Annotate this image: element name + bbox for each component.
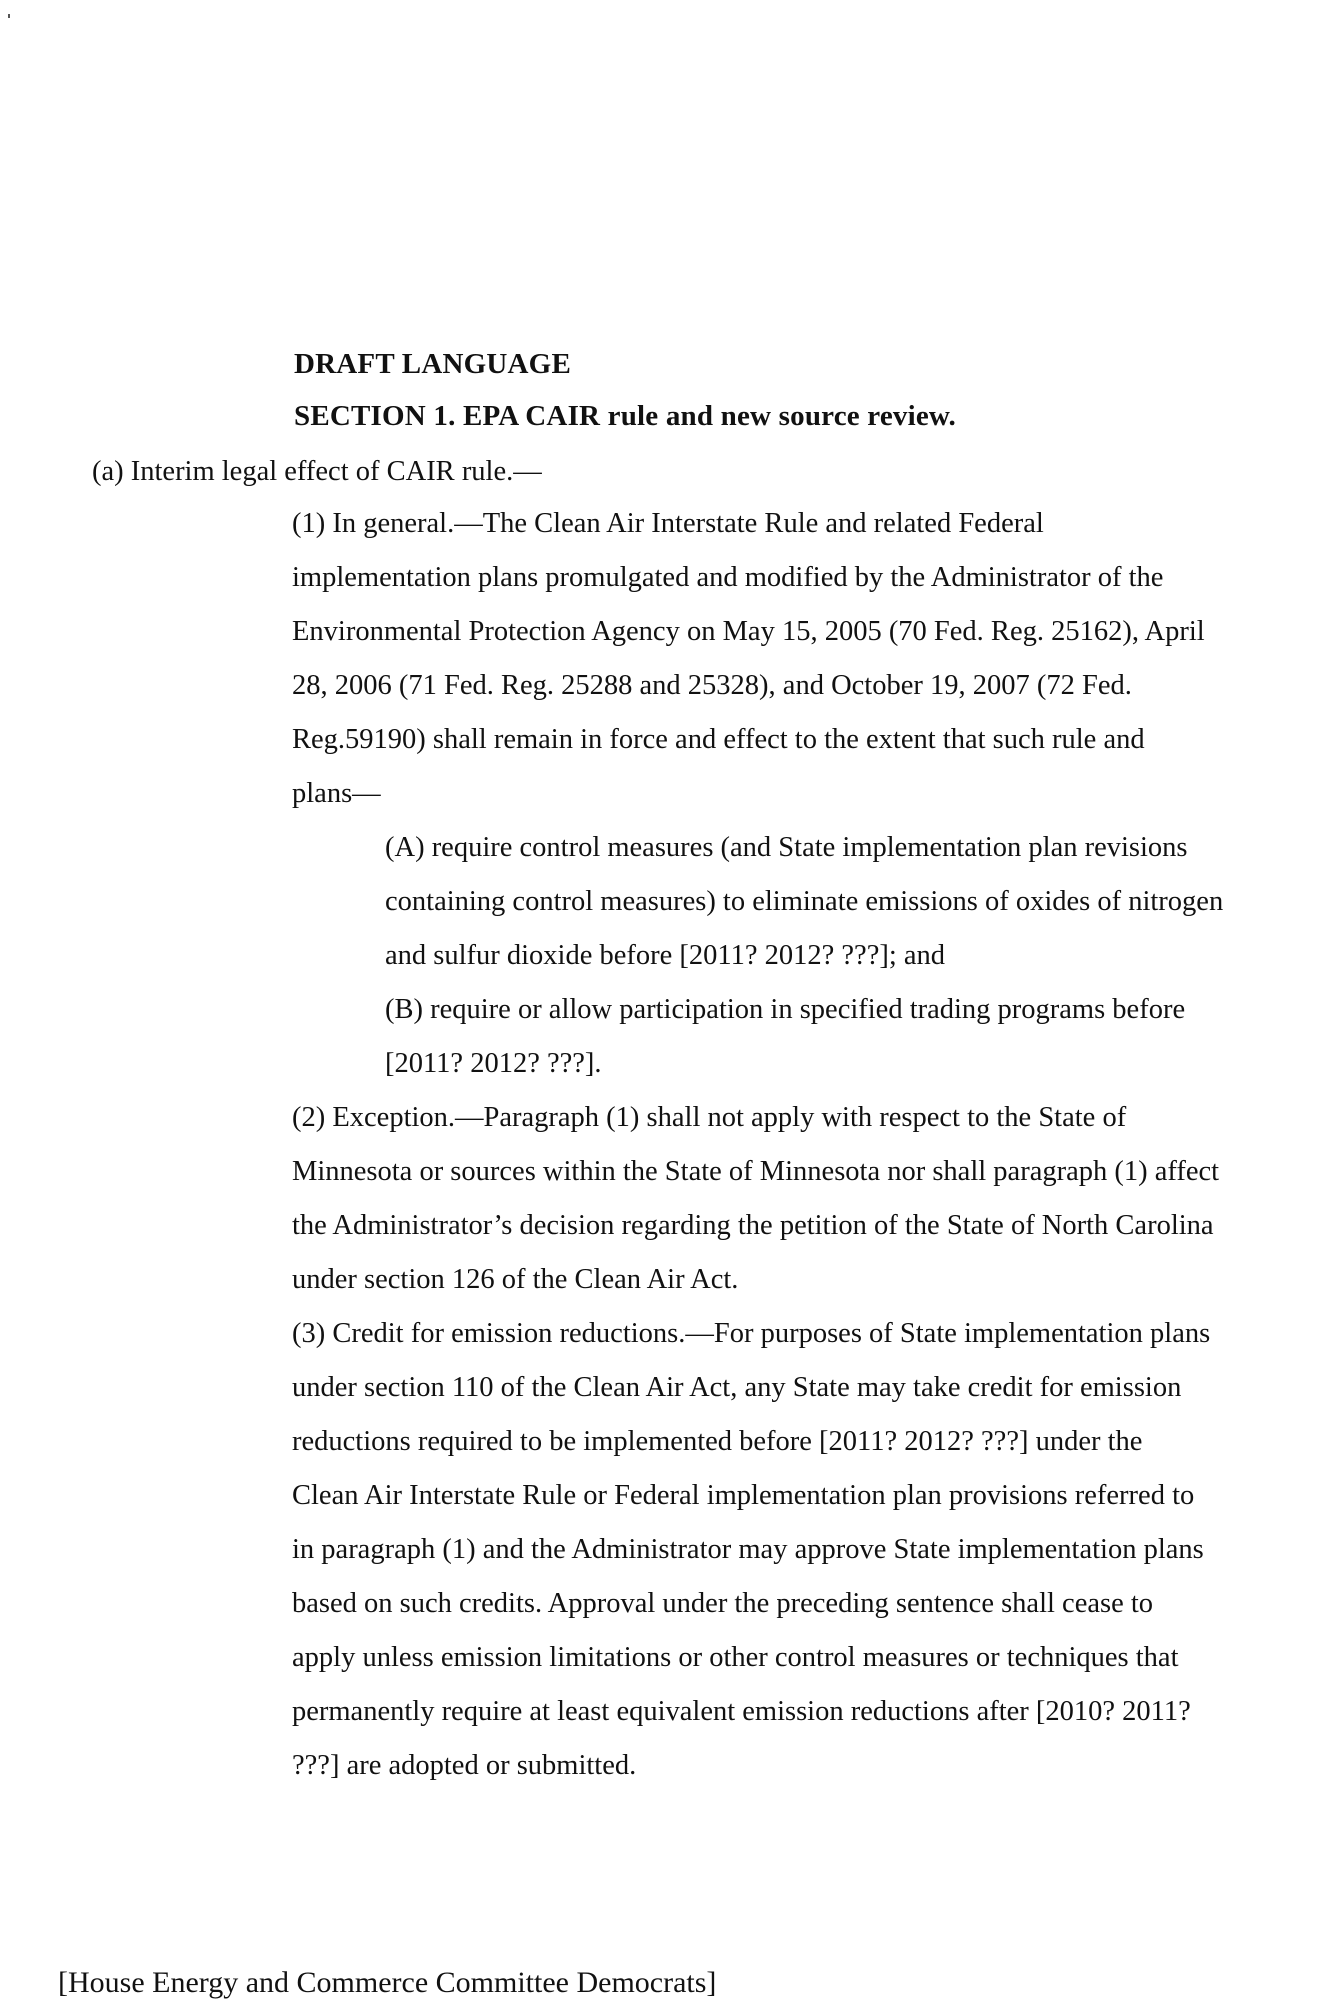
para-3-line: based on such credits. Approval under the preceding sentence shall cease to — [292, 1588, 1154, 1619]
para-1-line: 28, 2006 (71 Fed. Reg. 25288 and 25328), and October 19, 2007 (72 Fed. — [292, 670, 1132, 701]
para-1B-line: (B) require or allow participation in specified trading programs before — [385, 994, 1186, 1025]
scan-speck — [8, 14, 10, 18]
para-1-line: Reg.59190) shall remain in force and effect to the extent that such rule and — [292, 724, 1145, 755]
para-1A-line: and sulfur dioxide before [2011? 2012? ???]; and — [385, 940, 946, 971]
para-3-line: reductions required to be implemented before [2011? 2012? ???] under the — [292, 1426, 1143, 1457]
section-title: SECTION 1. EPA CAIR rule and new source review. — [294, 400, 956, 432]
para-2-line: the Administrator’s decision regarding the petition of the State of North Carolina — [292, 1210, 1214, 1241]
para-2-line: (2) Exception.—Paragraph (1) shall not apply with respect to the State of — [292, 1102, 1127, 1133]
para-3-line: Clean Air Interstate Rule or Federal implementation plan provisions referred to — [292, 1480, 1195, 1511]
para-3-line: permanently require at least equivalent emission reductions after [2010? 2011? — [292, 1696, 1191, 1727]
para-1-line: plans— — [292, 778, 381, 809]
subsection-a: (a) Interim legal effect of CAIR rule.— — [92, 456, 542, 487]
para-2-line: under section 126 of the Clean Air Act. — [292, 1264, 739, 1295]
para-1B-line: [2011? 2012? ???]. — [385, 1048, 602, 1079]
para-1-line: (1) In general.—The Clean Air Interstate Rule and related Federal — [292, 508, 1044, 539]
para-1A-line: (A) require control measures (and State implementation plan revisions — [385, 832, 1188, 863]
para-1-line: implementation plans promulgated and modified by the Administrator of the — [292, 562, 1164, 593]
para-3-line: apply unless emission limitations or other control measures or techniques that — [292, 1642, 1179, 1673]
para-1A-line: containing control measures) to eliminate emissions of oxides of nitrogen — [385, 886, 1224, 917]
para-3-line: in paragraph (1) and the Administrator may approve State implementation plans — [292, 1534, 1204, 1565]
para-1-line: Environmental Protection Agency on May 15, 2005 (70 Fed. Reg. 25162), April — [292, 616, 1205, 647]
draft-label: DRAFT LANGUAGE — [294, 348, 571, 380]
para-3-line: (3) Credit for emission reductions.—For purposes of State implementation plans — [292, 1318, 1211, 1349]
para-3-line: under section 110 of the Clean Air Act, any State may take credit for emission — [292, 1372, 1182, 1403]
para-2-line: Minnesota or sources within the State of Minnesota nor shall paragraph (1) affect — [292, 1156, 1220, 1187]
para-3-line: ???] are adopted or submitted. — [292, 1750, 637, 1781]
footer-attribution: [House Energy and Commerce Committee Democrats] — [58, 1966, 717, 1999]
